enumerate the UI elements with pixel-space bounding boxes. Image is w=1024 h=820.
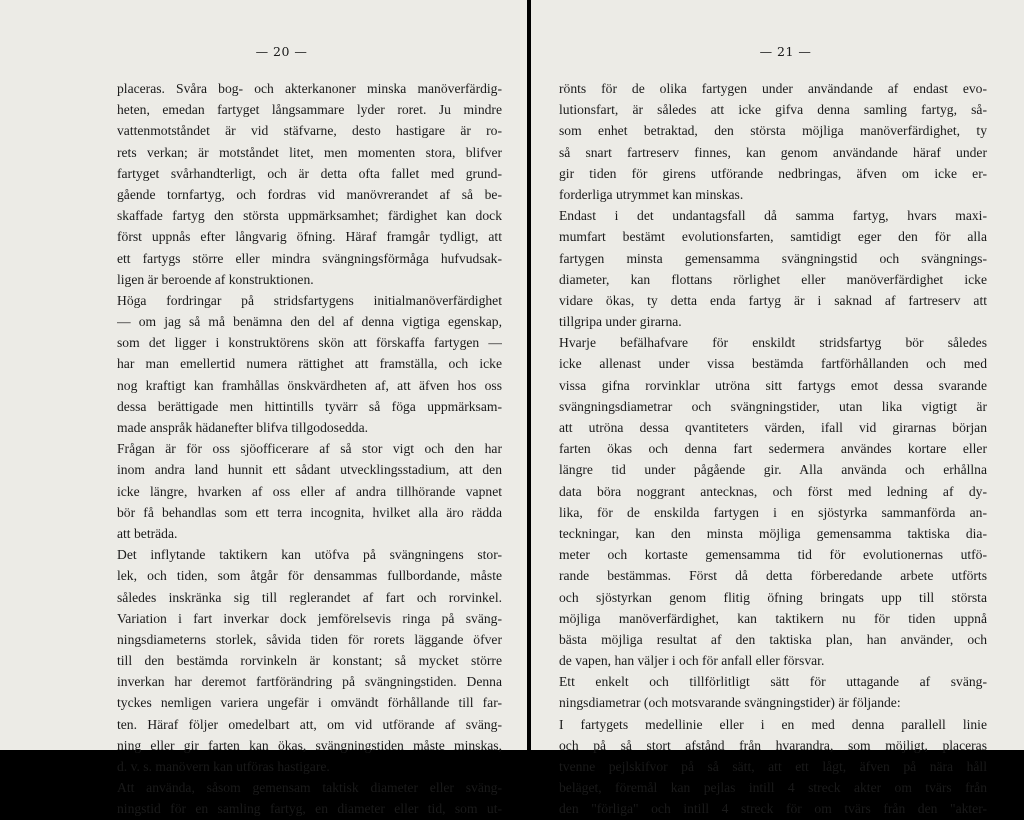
- text-line: fartyget svårhandterligt, och är detta ofta fallet med grund-: [117, 165, 502, 181]
- text-line: att utröna dessa qvantiteters värden, ifall vid girarnas början: [559, 420, 987, 435]
- text-line: Höga fordringar på stridsfartygens initialmanöverfärdighet: [117, 292, 502, 308]
- text-line: data böra noggrant antecknas, och först med ledning af dy-: [559, 483, 987, 499]
- text-line: inom andra land hunnit ett sådant utvecklingsstadium, att den: [117, 462, 502, 478]
- text-line: farten ökas och denna fart sedermera användes kortare eller: [559, 441, 987, 457]
- text-line: tvenne pejlskifvor på så sätt, att ett lågt, äfven på nära håll: [559, 759, 987, 774]
- text-line: som enhet betraktad, den största möjliga manöverfärdighet, ty: [559, 123, 987, 139]
- text-line: dessa berättigade men hittintills tyvärr så föga uppmärksam-: [117, 398, 502, 414]
- text-line: ett fartygs större eller mindra svängningsförmåga hufvudsak-: [117, 250, 502, 266]
- right-page: [531, 0, 1024, 817]
- text-line: så snart fartreserv finnes, kan genom användande häraf under: [559, 144, 987, 160]
- text-line: tillgripa under girarna.: [559, 314, 682, 330]
- text-line: som det ligger i konstruktörens skön att förskaffa fartygen —: [117, 335, 502, 351]
- text-line: svängningsdiametrar och svängningstider, utan lika vigtigt är: [559, 398, 987, 414]
- text-line: mumfart bestämt evolutionsfarten, samtidigt eger den för alla: [559, 229, 987, 245]
- text-line: och sjöstyrkan genom flitig öfning bringats upp till största: [559, 589, 987, 605]
- text-line: ligen är beroende af konstruktionen.: [117, 271, 314, 287]
- text-line: icke allenast under vissa bestämda fartförhållanden och med: [559, 356, 987, 372]
- text-line: meter och kortaste gemensamma tid för evolutionernas utfö-: [559, 547, 987, 563]
- text-line: heten, emedan fartyget långsammare lyder roret. Ju mindre: [117, 102, 502, 118]
- text-line: har man emellertid numera rättighet att framställa, och icke: [117, 356, 502, 372]
- text-line: teckningar, kan den minsta möjliga gemensamma taktiska dia-: [559, 525, 987, 541]
- text-line: och på så stort afstånd från hvarandra, som möjligt, placeras: [559, 737, 987, 753]
- text-line: ningstid för en samling fartyg, en diameter eller tid, som ut-: [117, 801, 502, 817]
- text-line: möjliga manöverfärdighet, kan taktikern nu för tiden uppnå: [559, 610, 987, 626]
- text-line: Att använda, såsom gemensam taktisk diameter eller sväng-: [117, 780, 502, 796]
- text-line: skaffade fartyg den största uppmärksamhet; färdighet kan dock: [117, 208, 502, 224]
- text-line: lek, och tiden, som åtgår för densammas fullbordande, måste: [117, 568, 502, 584]
- text-line: gående tornfartyg, och fordras vid manövrerandet af så be-: [117, 186, 502, 202]
- text-line: Det inflytande taktikern kan utöfva på svängningens stor-: [117, 547, 502, 563]
- text-line: Endast i det undantagsfall då samma fartyg, hvars maxi-: [559, 208, 987, 224]
- text-line: ten. Häraf följer omedelbart att, om vid utförande af sväng-: [117, 716, 502, 732]
- text-line: lika, för de enskilda fartygen i en sjöstyrka sammanförda an-: [559, 504, 987, 520]
- text-line: Frågan är för oss sjöofficerare af så stor vigt och den har: [117, 441, 502, 457]
- text-line: fartygen minsta gemensamma svängningstid och svängnings-: [559, 250, 987, 266]
- text-line: lutionsfart, är således att icke gifva denna samling fartyg, så-: [559, 102, 987, 118]
- text-line: vattenmotståndet är vid stäfvarne, desto hastigare är ro-: [117, 123, 502, 139]
- text-line: forderliga utrymmet kan minskas.: [559, 186, 744, 202]
- text-line: ningsdiametrar (och motsvarande svängningstider) är följande:: [559, 695, 901, 711]
- text-line: den "förliga" och intill 4 streck för om tvärs från den "akter-: [559, 801, 987, 817]
- text-line: diameter, kan flottans rörlighet eller manöverfärdighet icke: [559, 271, 987, 287]
- text-line: d. v. s. manövern kan utföras hastigare.: [117, 759, 330, 774]
- text-line: Hvarje befälhafvare för enskildt stridsfartyg bör således: [559, 335, 987, 351]
- text-line: icke längre, hvarken af oss eller af andra tillhörande vapnet: [117, 483, 502, 499]
- text-line: gir tiden för girens utförande nedbringas, äfven om icke er-: [559, 165, 987, 181]
- right-page-body-text: [559, 78, 987, 820]
- text-line: vidare ökas, ty detta enda fartyg är i saknad af fartreserv att: [559, 292, 987, 308]
- text-line: bästa möjliga resultat af den taktiska plan, han använder, och: [559, 631, 987, 647]
- text-line: made anspråk hädanefter blifva tillgodosedda.: [117, 420, 369, 435]
- text-line: tyckes nemligen variera ungefär i omvändt förhållande till far-: [117, 695, 502, 711]
- text-line: rönts för de olika fartygen under användande af endast evo-: [559, 81, 987, 96]
- text-line: bör få behandlas som ett terra incognita, hvilket alla äro rädda: [117, 504, 502, 520]
- text-line: inverkan har deremot fartförändring på svängningstiden. Denna: [117, 674, 502, 690]
- text-line: således inskränka sig till reglerandet af fart och rorvinkel.: [117, 589, 502, 605]
- text-line: att beträda.: [117, 525, 178, 541]
- text-line: längre tid under pågående gir. Alla använda och erhållna: [559, 462, 987, 478]
- text-line: de vapen, han väljer i och för anfall eller försvar.: [559, 653, 825, 669]
- page-number-left: — 20 —: [255, 44, 308, 59]
- text-line: placeras. Svåra bog- och akterkanoner minska manöverfärdig-: [117, 81, 502, 96]
- text-line: I fartygets medellinie eller i en med denna parallell linie: [559, 716, 987, 732]
- text-line: Variation i fart inverkar dock jemförelsevis ringa på sväng-: [117, 610, 502, 626]
- text-line: ning eller gir farten kan ökas, svängningstiden måste minskas,: [117, 737, 502, 753]
- text-line: nog kraftigt kan framhållas önskvärdheten af, att äfven hos oss: [117, 377, 502, 393]
- text-line: rande bestämmas. Först då detta förberedande arbete utförts: [559, 568, 987, 584]
- text-line: rets verkan; är motståndet litet, men momenten stora, blifver: [117, 144, 502, 160]
- text-line: vissa gifna rorvinklar utröna sitt fartygs emot dessa svarande: [559, 377, 987, 393]
- page-number-right: — 21 —: [759, 44, 812, 59]
- text-line: ningsdiameterns storlek, såvida tiden för rorets läggande öfver: [117, 631, 502, 647]
- text-line: — om jag så må benämna den del af denna vigtiga egenskap,: [117, 314, 502, 330]
- text-line: Ett enkelt och tillförlitligt sätt för uttagande af sväng-: [559, 674, 987, 690]
- text-line: beläget, föremål kan pejlas intill 4 streck akter om tvärs från: [559, 780, 987, 796]
- text-line: till den bestämda rorvinkeln är konstant; så mycket större: [117, 653, 502, 669]
- left-page-body-text: [117, 78, 502, 820]
- text-line: först uppnås efter långvarig öfning. Häraf framgår tydligt, att: [117, 229, 502, 245]
